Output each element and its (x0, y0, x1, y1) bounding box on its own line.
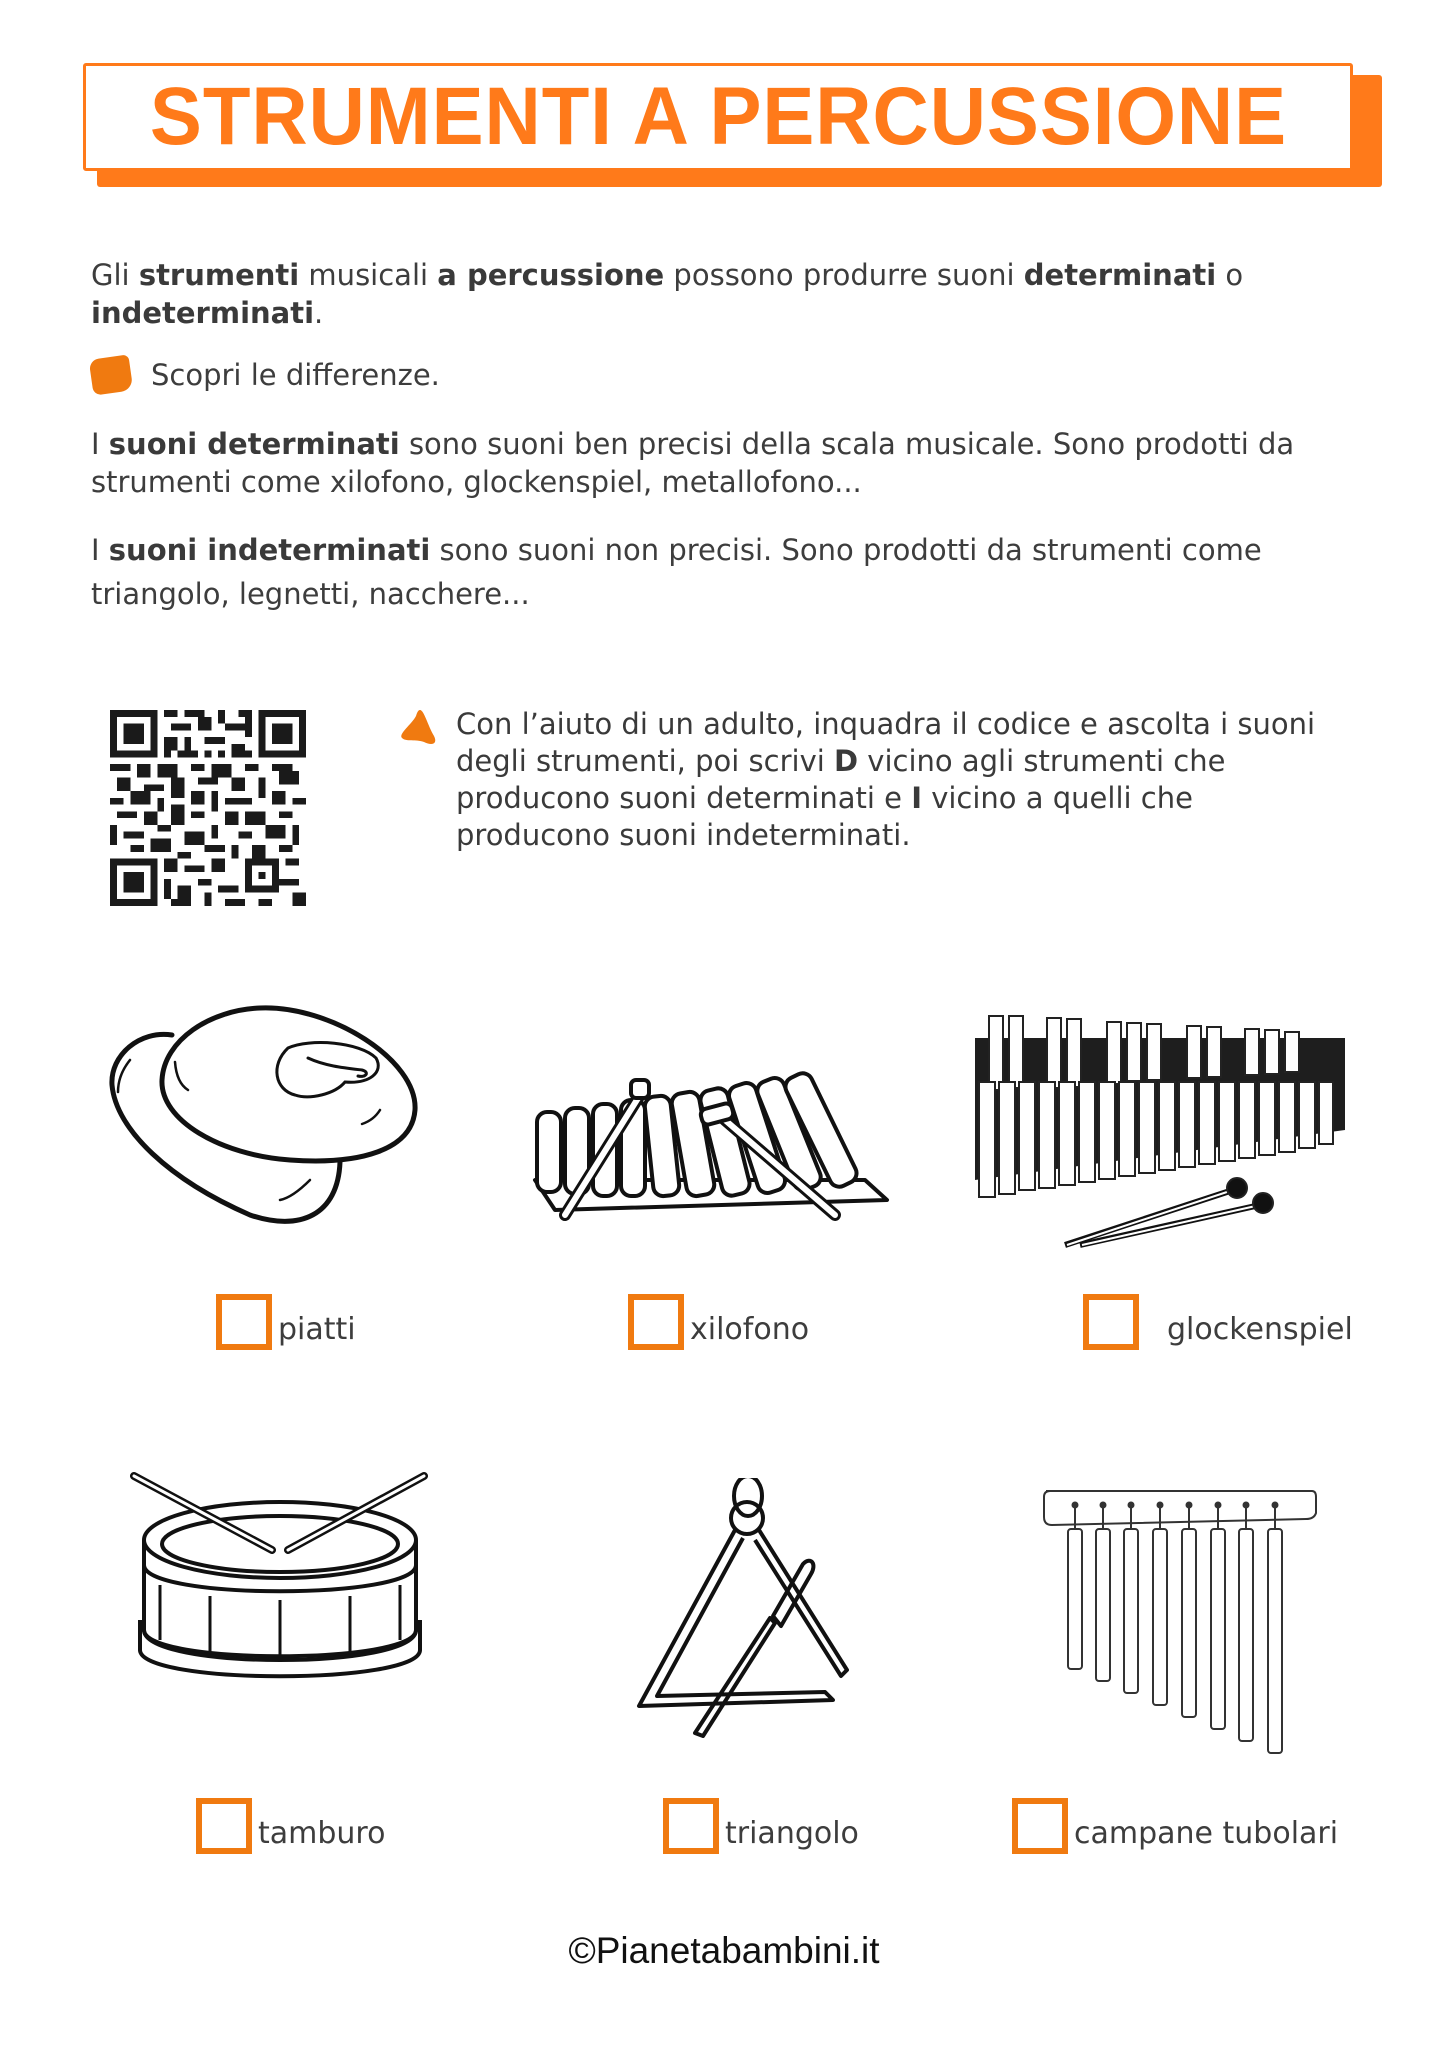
instruction-block (398, 706, 1346, 854)
instrument-item-xilofono (628, 1294, 809, 1350)
page-title: STRUMENTI A PERCUSSIONE (149, 71, 1287, 162)
instrument-item-campane-tubolari (1012, 1798, 1338, 1854)
paragraph-text: I (91, 427, 109, 461)
instruction-bold: I (911, 781, 922, 815)
paragraph-text: I (91, 533, 109, 567)
intro-text: o (1216, 258, 1244, 292)
paragraph-text: sono suoni non precisi. Sono prodotti da strumenti come triangolo, legnetti, nacchere... (91, 533, 1262, 611)
drum-icon (130, 1470, 430, 1710)
paragraph-bold: suoni determinati (108, 427, 400, 461)
instruction-part: vicino agli strumenti che producono suoni determinati e (456, 744, 1226, 815)
instrument-item-glockenspiel (1083, 1294, 1353, 1350)
instruction-part: Con l’aiuto di un adulto, inquadra il codice e ascolta i suoni degli strumenti, poi scrivi (456, 707, 1316, 778)
instrument-label: tamburo (258, 1816, 386, 1851)
paragraph-bold: suoni indeterminati (108, 533, 431, 567)
title-banner (83, 63, 1368, 185)
intro-text: musicali (299, 258, 438, 292)
intro-text: possono produrre suoni (664, 258, 1024, 292)
orange-square-blob-icon (89, 354, 134, 395)
intro-bold: determinati (1023, 258, 1217, 292)
answer-box[interactable] (1012, 1798, 1068, 1854)
orange-triangle-blob-icon (398, 708, 438, 748)
intro-text: Gli (91, 258, 139, 292)
title-frame (83, 63, 1353, 171)
paragraph-text: sono suoni ben precisi della scala musicale. Sono prodotti da strumenti come xilofono, glockenspiel, metallofono... (91, 427, 1295, 499)
instruction-bold: D (834, 744, 859, 778)
answer-box[interactable] (628, 1294, 684, 1350)
intro-bold: strumenti (138, 258, 300, 292)
indeterminati-paragraph (91, 528, 1361, 616)
hint-text: Scopri le differenze. (151, 358, 440, 392)
instrument-label: glockenspiel (1167, 1312, 1353, 1347)
qr-code-icon[interactable] (110, 710, 306, 906)
instrument-label: triangolo (725, 1816, 859, 1851)
hint-line (91, 357, 440, 393)
instruction-text (456, 706, 1346, 854)
answer-box[interactable] (196, 1798, 252, 1854)
instrument-item-tamburo (196, 1798, 385, 1854)
determinati-paragraph (91, 425, 1361, 501)
cymbals-icon (100, 1000, 420, 1230)
instrument-item-piatti (216, 1294, 356, 1350)
copyright-footer: ©Pianetabambini.it (568, 1930, 880, 1971)
answer-box[interactable] (216, 1294, 272, 1350)
intro-paragraph (91, 256, 1361, 332)
answer-box[interactable] (1083, 1294, 1139, 1350)
instrument-label: piatti (278, 1312, 356, 1347)
tubular-bells-icon (1040, 1485, 1320, 1775)
intro-bold: indeterminati (91, 296, 315, 330)
intro-text: . (314, 296, 324, 330)
triangle-icon (625, 1478, 855, 1758)
intro-bold: a percussione (437, 258, 665, 292)
glockenspiel-icon (975, 1010, 1355, 1260)
instrument-item-triangolo (663, 1798, 859, 1854)
instruction-part: vicino a quelli che producono suoni indeterminati. (456, 781, 1193, 852)
instrument-label: campane tubolari (1074, 1816, 1339, 1851)
instrument-label: xilofono (690, 1312, 810, 1347)
answer-box[interactable] (663, 1798, 719, 1854)
xylophone-icon (525, 1060, 895, 1230)
